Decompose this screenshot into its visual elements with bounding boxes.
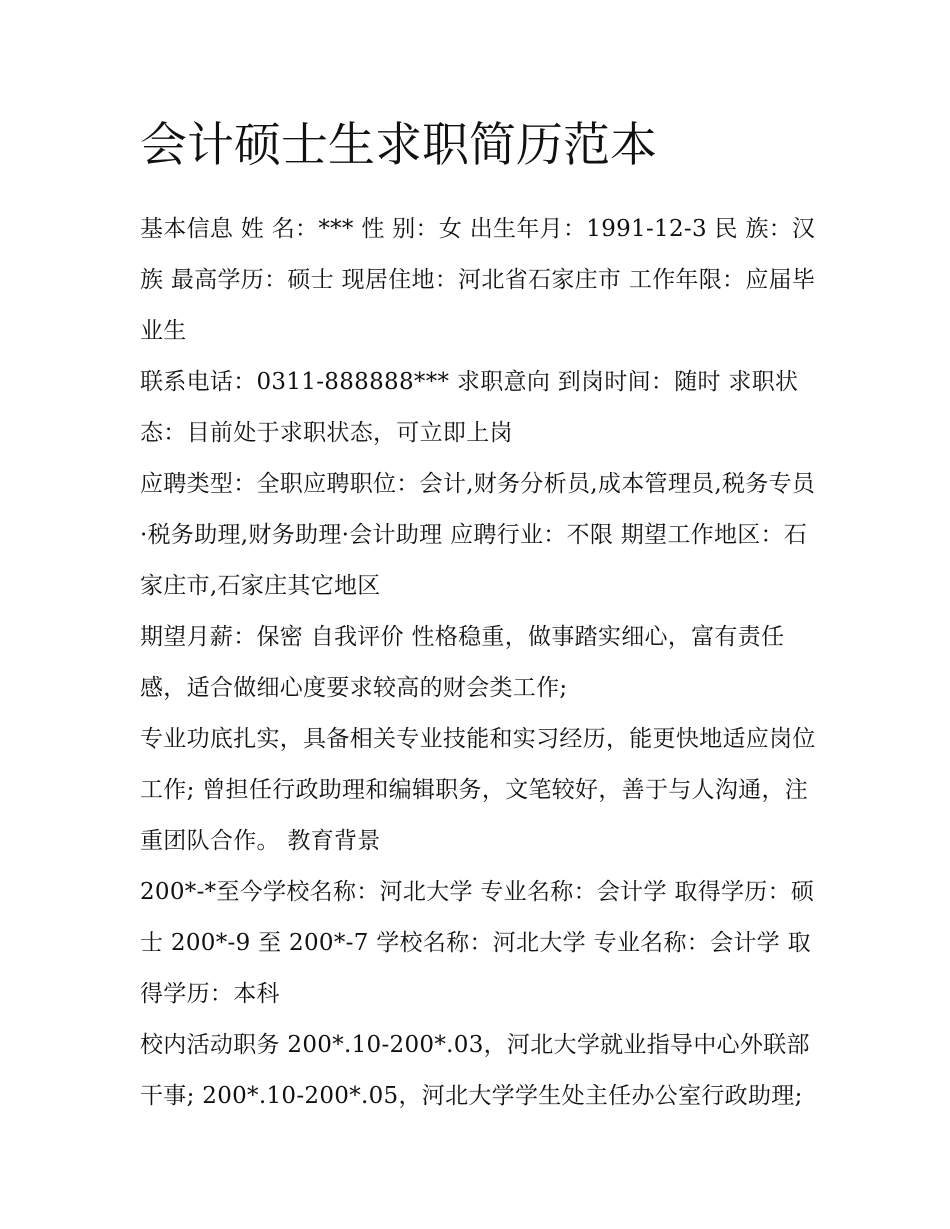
paragraph-skills: 专业功底扎实，具备相关专业技能和实习经历，能更快地适应岗位工作; 曾担任行政助理和编辑职务，文笔较好，善于与人沟通，注重团队合作。 教育背景 — [140, 726, 816, 854]
paragraph-basic-info: 基本信息 姓 名：*** 性 别：女 出生年月：1991-12-3 民 族：汉族 最高学历：硕士 现居住地：河北省石家庄市 工作年限：应届毕业生 — [140, 216, 816, 344]
document-page — [140, 112, 816, 1122]
paragraph-position-type: 应聘类型：全职应聘职位：会计,财务分析员,成本管理员,税务专员·税务助理,财务助理·会计助理 应聘行业：不限 期望工作地区：石家庄市,石家庄其它地区 — [140, 471, 816, 599]
document-body — [140, 204, 816, 1122]
paragraph-campus-activities: 校内活动职务 200*.10-200*.03，河北大学就业指导中心外联部干事; 200*.10-200*.05，河北大学学生处主任办公室行政助理; — [140, 1032, 810, 1109]
paragraph-education: 200*-*至今学校名称：河北大学 专业名称：会计学 取得学历：硕士 200*-9 至 200*-7 学校名称：河北大学 专业名称：会计学 取得学历：本科 — [140, 879, 815, 1007]
paragraph-contact-intent: 联系电话：0311-888888*** 求职意向 到岗时间：随时 求职状态：目前处于求职状态，可立即上岗 — [140, 369, 799, 446]
paragraph-salary-self-evaluation: 期望月薪：保密 自我评价 性格稳重，做事踏实细心，富有责任感，适合做细心度要求较高的财会类工作; — [140, 624, 785, 701]
page-title: 会计硕士生求职简历范本 — [140, 118, 657, 173]
